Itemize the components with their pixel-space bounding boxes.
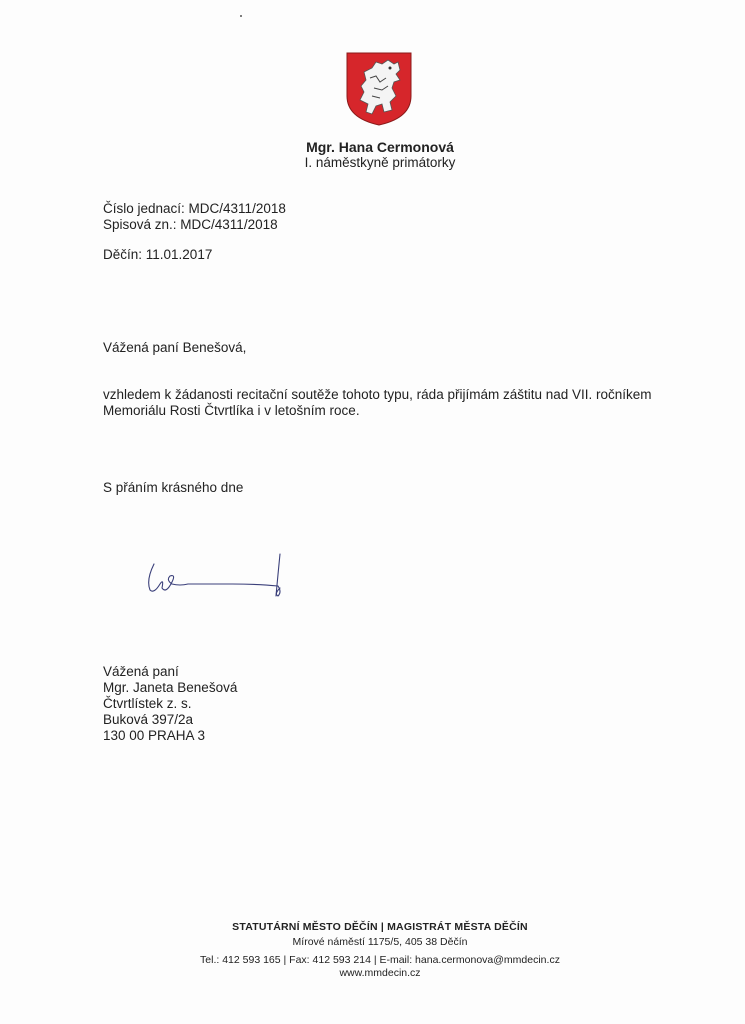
- file-number: Spisová zn.: MDC/4311/2018: [103, 217, 278, 232]
- reference-number: Číslo jednací: MDC/4311/2018: [103, 201, 286, 216]
- footer-address: Mírové náměstí 1175/5, 405 38 Děčín: [292, 936, 468, 948]
- city-coat-of-arms-icon: [346, 52, 412, 126]
- footer-contact: Tel.: 412 593 165 | Fax: 412 593 214 | E-mail: hana.cermonova@mmdecin.cz: [200, 954, 560, 966]
- closing-phrase: S přáním krásného dne: [103, 480, 244, 495]
- body-paragraph-line-1: vzhledem k žádanosti recitační soutěže tohoto typu, ráda přijímám záštitu nad VII. ročníkem: [103, 387, 652, 402]
- recipient-city: 130 00 PRAHA 3: [103, 728, 206, 743]
- body-paragraph-line-2: Memoriálu Rosti Čtvrtlíka i v letošním roce.: [103, 403, 360, 418]
- recipient-line-1: Vážená paní: [103, 664, 179, 679]
- sender-role: I. náměstkyně primátorky: [304, 155, 456, 170]
- signature: [140, 550, 300, 610]
- recipient-organization: Čtvrtlístek z. s.: [103, 696, 192, 711]
- footer-web: www.mmdecin.cz: [339, 967, 421, 979]
- salutation: Vážená paní Benešová,: [103, 340, 247, 355]
- recipient-name: Mgr. Janeta Benešová: [103, 680, 238, 695]
- letter-date: Děčín: 11.01.2017: [103, 247, 213, 262]
- recipient-street: Buková 397/2a: [103, 712, 194, 727]
- scan-speck: [240, 15, 242, 17]
- footer-title: STATUTÁRNÍ MĚSTO DĚČÍN | MAGISTRÁT MĚSTA DĚČÍN: [232, 921, 528, 933]
- sender-name: Mgr. Hana Cermonová: [306, 139, 454, 155]
